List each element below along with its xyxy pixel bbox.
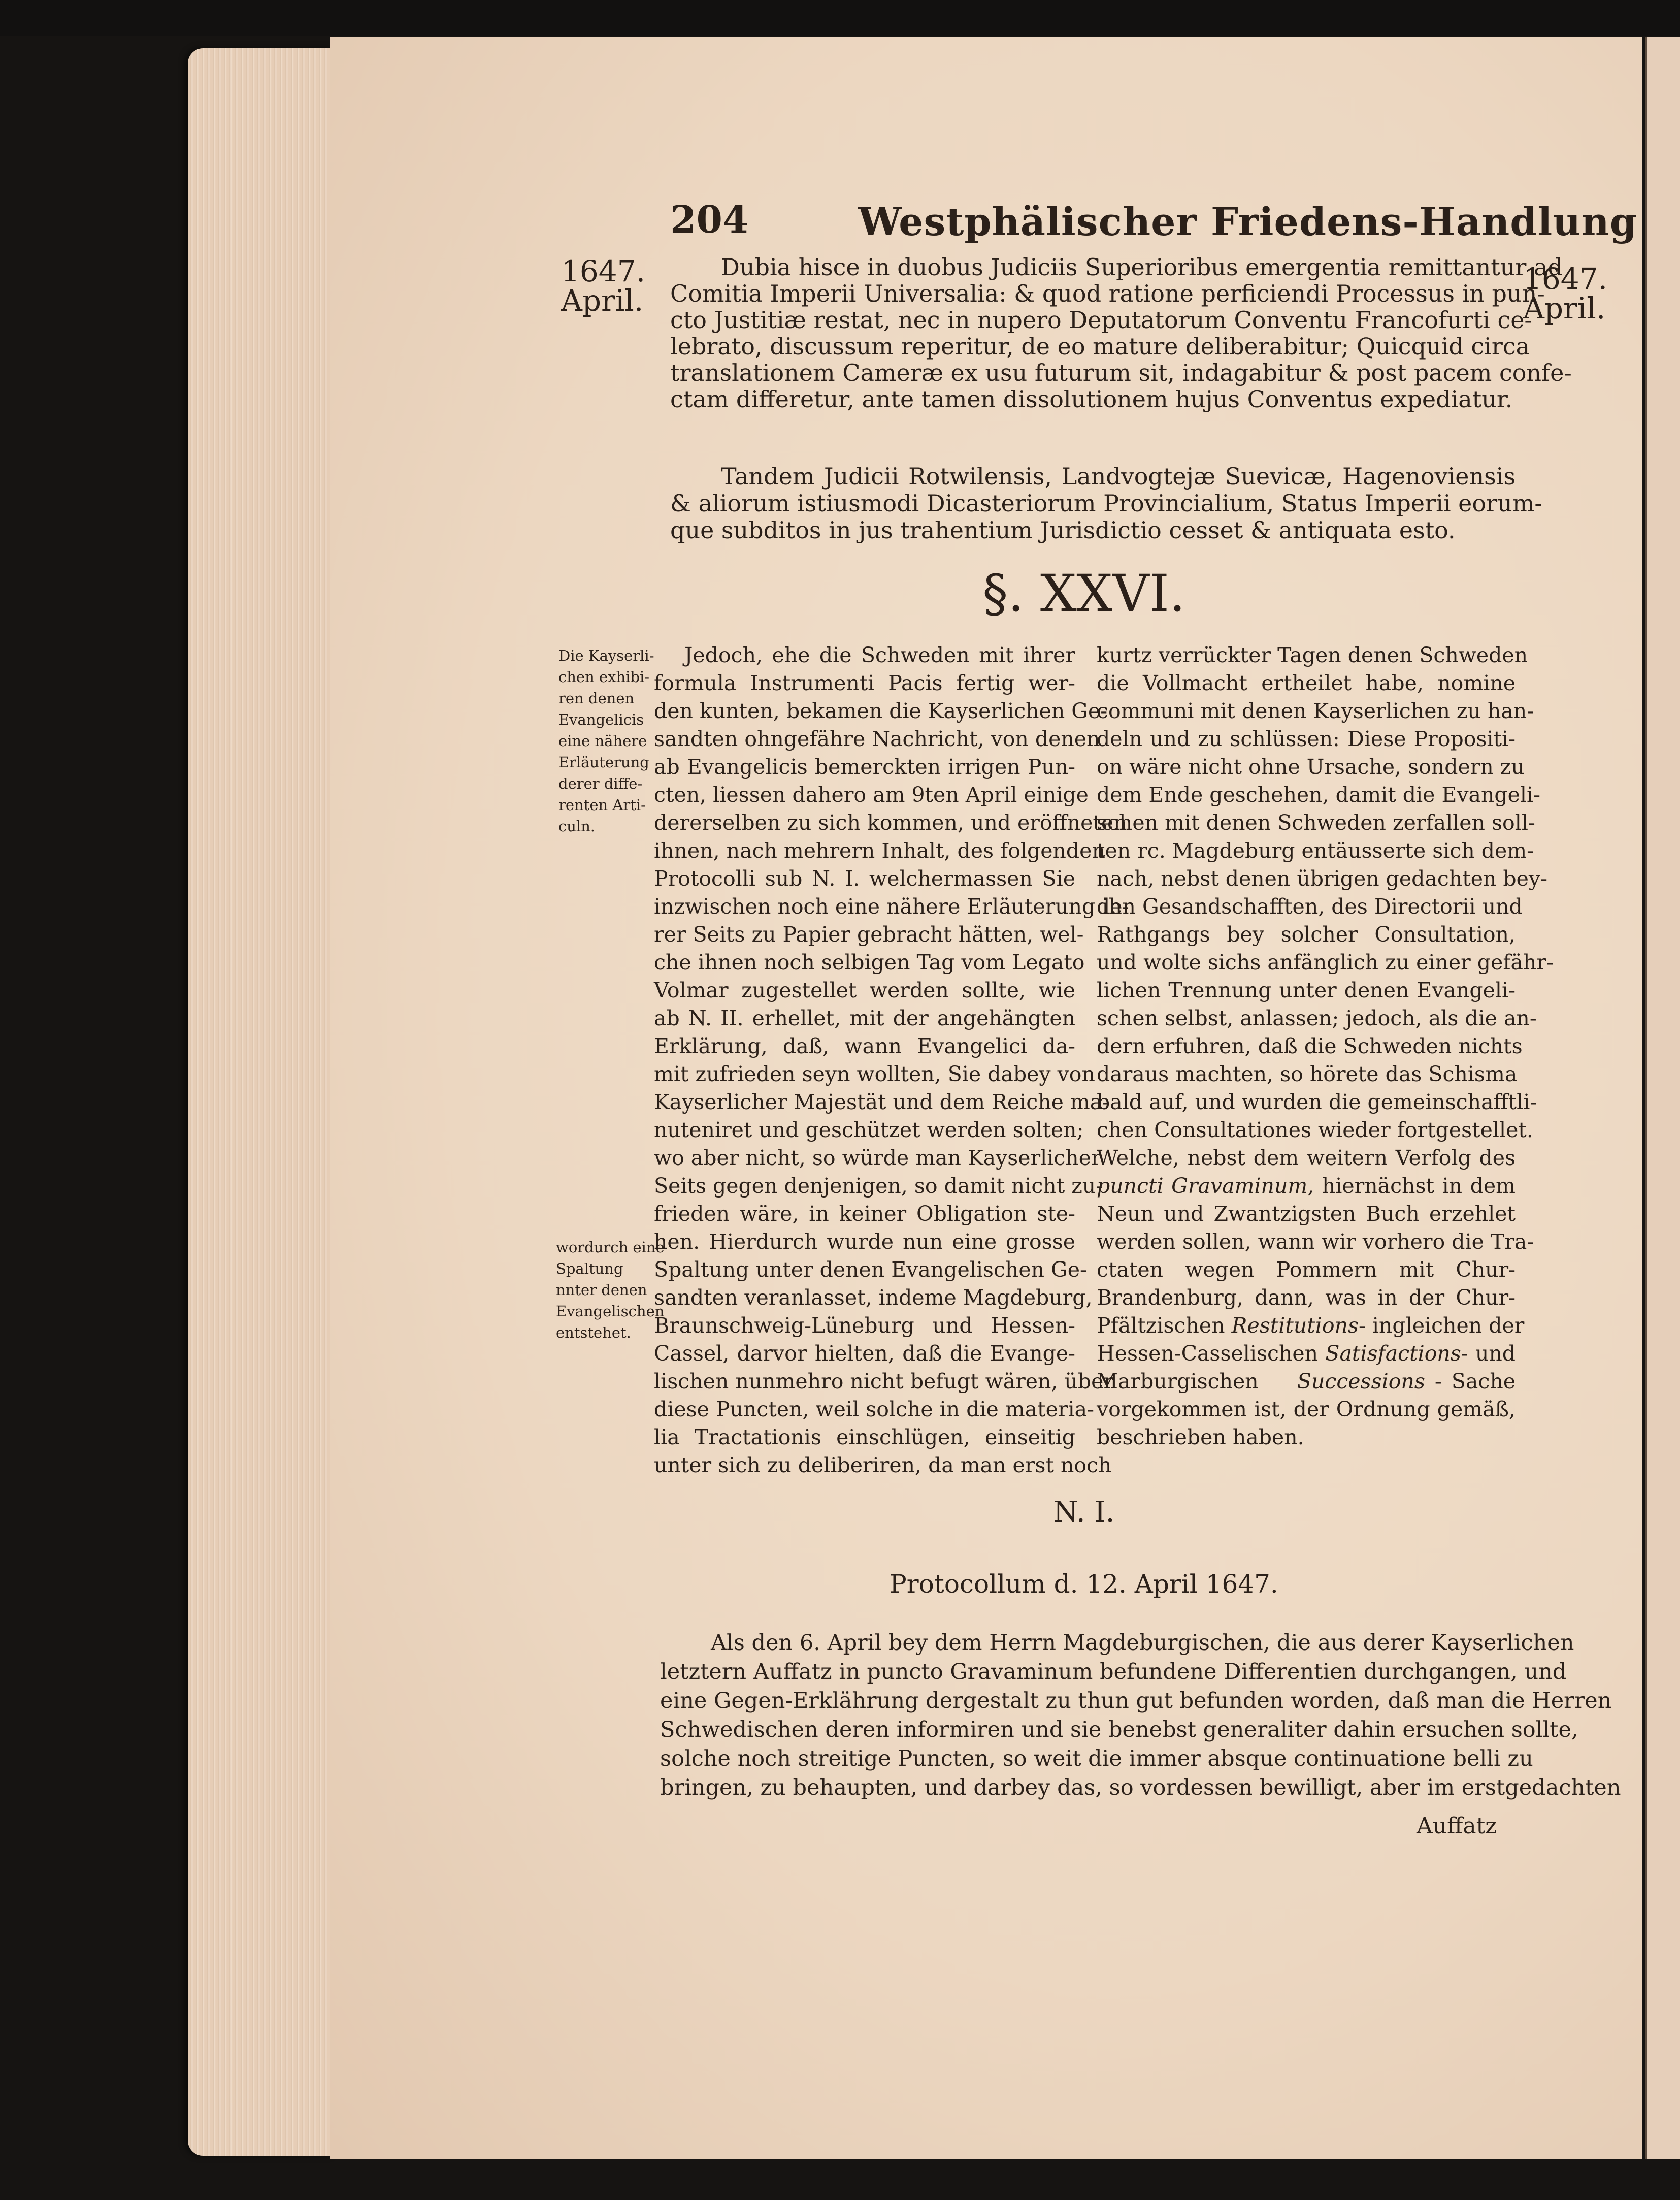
side-note-line: renten Arti- <box>558 796 646 814</box>
text-line: nuteniret und geschützet werden solten; <box>654 1118 1084 1142</box>
text-line: frieden wäre, in keiner Obligation ste- <box>654 1202 1075 1226</box>
text-line: den Gesandschafften, des Directorii und <box>1097 894 1523 919</box>
text-line: Welche, nebst dem weitern Verfolg des <box>1097 1146 1516 1170</box>
text-line: Jedoch, ehe die Schweden mit ihrer <box>684 643 1075 667</box>
text-line: Als den 6. April bey dem Herrn Magdeburgischen, die aus derer Kayserlichen <box>711 1630 1574 1656</box>
text-run: - und <box>1461 1341 1516 1366</box>
text-line: die Vollmacht ertheilet habe, nomine <box>1097 671 1516 695</box>
side-note-line: Die Kayserli- <box>558 647 654 664</box>
side-note-line: derer diffe- <box>558 775 643 792</box>
text-line: unter sich zu deliberiren, da man erst noch <box>654 1453 1112 1477</box>
text-line: formula Instrumenti Pacis fertig wer- <box>654 671 1075 695</box>
text-line: lichen Trennung unter denen Evangeli- <box>1097 978 1516 1002</box>
text-line: inzwischen noch eine nähere Erläuterung ih- <box>654 894 1129 919</box>
text-line: & aliorum istiusmodi Dicasteriorum Provincialium, Status Imperii eorum- <box>670 490 1542 517</box>
text-run: Pfältzischen <box>1097 1313 1232 1338</box>
page-edges <box>188 48 333 2156</box>
side-note-line: Evangelicis <box>558 711 644 728</box>
text-line: Dubia hisce in duobus Judiciis Superioribus emergentia remittantur ad <box>721 253 1563 281</box>
text-line: werden sollen, wann wir vorhero die Tra- <box>1097 1230 1534 1254</box>
text-line: daraus machten, so hörete das Schisma <box>1097 1062 1518 1086</box>
text-line: dern erfuhren, daß die Schweden nichts <box>1097 1034 1523 1058</box>
italic-term: puncti Gravaminum <box>1097 1174 1308 1198</box>
text-line: lischen nunmehro nicht befugt wären, über <box>654 1369 1114 1394</box>
text-line: dererselben zu sich kommen, und eröffneten <box>654 811 1127 835</box>
text-line: Spaltung unter denen Evangelischen Ge- <box>654 1257 1087 1282</box>
text-line: Volmar zugestellet werden sollte, wie <box>654 978 1075 1002</box>
text-line: bringen, zu behaupten, und darbey das, so vordessen bewilligt, aber im erstgedachten <box>660 1775 1621 1800</box>
text-line: Protocolli sub N. I. welchermassen Sie <box>654 866 1075 891</box>
text-line: mit zufrieden seyn wollten, Sie dabey von <box>654 1062 1095 1086</box>
text-line: Tandem Judicii Rotwilensis, Landvogtejæ Suevicæ, Hagenoviensis <box>721 463 1516 490</box>
text-line: Cassel, darvor hielten, daß die Evange- <box>654 1341 1075 1366</box>
text-run: Hessen-Casselischen <box>1097 1341 1326 1366</box>
text-line: lebrato, discussum reperitur, de eo mature deliberabitur; Quicquid circa <box>670 333 1530 360</box>
text-line: hen. Hierdurch wurde nun eine grosse <box>654 1230 1075 1254</box>
text-line: deln und zu schlüssen: Diese Propositi- <box>1097 727 1516 751</box>
running-title: Westphälischer Friedens-Handlung <box>858 199 1637 244</box>
text-line: kurtz verrückter Tagen denen Schweden <box>1097 643 1528 667</box>
text-line: schen selbst, anlassen; jedoch, als die an- <box>1097 1006 1537 1030</box>
text-line: ab Evangelicis bemerckten irrigen Pun- <box>654 755 1075 779</box>
text-run: Marburgischen <box>1097 1369 1297 1394</box>
text-line: lia Tractationis einschlügen, einseitig <box>654 1425 1075 1449</box>
side-note-line: culn. <box>558 818 596 835</box>
appendix-heading: N. I. <box>1053 1496 1115 1529</box>
side-note-line: eine nähere <box>558 732 647 750</box>
text-line: que subditos in jus trahentium Jurisdictio cesset & antiquata esto. <box>670 516 1456 544</box>
text-run: - Sache <box>1425 1369 1516 1394</box>
facing-page-edge <box>1645 37 1680 2159</box>
text-line <box>1097 1340 1516 1368</box>
text-line: Erklärung, daß, wann Evangelici da- <box>654 1034 1075 1058</box>
text-line: communi mit denen Kayserlichen zu han- <box>1097 699 1534 723</box>
text-line: sandten veranlasset, indeme Magdeburg, <box>654 1285 1093 1310</box>
side-note-line: Spaltung <box>556 1260 623 1277</box>
margin-date-left <box>561 254 646 318</box>
side-note-line: wordurch eine <box>556 1239 665 1256</box>
text-line: ctam differetur, ante tamen dissolutionem hujus Conventus expediatur. <box>670 385 1513 413</box>
text-line: bald auf, und wurden die gemeinschafftli- <box>1097 1090 1537 1114</box>
side-note-line: Erläuterung <box>558 754 649 771</box>
text-line: letztern Auffatz in puncto Gravaminum befundene Differentien durchgangen, und <box>660 1659 1567 1685</box>
text-line: Braunschweig-Lüneburg und Hessen- <box>654 1313 1075 1338</box>
text-line: ctaten wegen Pommern mit Chur- <box>1097 1257 1516 1282</box>
italic-term: Restitutions <box>1231 1313 1359 1338</box>
text-line: on wäre nicht ohne Ursache, sondern zu <box>1097 755 1525 779</box>
text-line: cten, liessen dahero am 9ten April einige <box>654 783 1089 807</box>
margin-year: 1647. <box>561 254 646 288</box>
text-run: - ingleichen der <box>1359 1313 1525 1338</box>
side-note-line: ren denen <box>558 690 635 707</box>
section-heading: §. XXVI. <box>982 564 1185 623</box>
text-line: Comitia Imperii Universalia: & quod ratione perficiendi Processus in pun- <box>670 280 1545 307</box>
margin-month: April. <box>1523 291 1606 326</box>
text-line: Kayserlicher Majestät und dem Reiche ma- <box>654 1090 1110 1114</box>
text-line: translationem Cameræ ex usu futurum sit, indagabitur & post pacem confe- <box>670 359 1572 386</box>
scan-background <box>0 0 1680 36</box>
italic-term: Satisfactions <box>1325 1341 1461 1366</box>
side-note-line: entstehet. <box>556 1324 631 1341</box>
catchword: Auffatz <box>1417 1813 1497 1839</box>
text-line: Schwedischen deren informiren und sie benebst generaliter dahin ersuchen sollte, <box>660 1717 1578 1742</box>
text-line: ab N. II. erhellet, mit der angehängten <box>654 1006 1075 1030</box>
text-line: den kunten, bekamen die Kayserlichen Ge- <box>654 699 1108 723</box>
text-line: che ihnen noch selbigen Tag vom Legato <box>654 950 1085 975</box>
text-line <box>1097 1368 1516 1396</box>
text-line: diese Puncten, weil solche in die materia- <box>654 1397 1094 1421</box>
text-line: Neun und Zwantzigsten Buch erzehlet <box>1097 1202 1516 1226</box>
text-line <box>1097 1312 1525 1340</box>
text-line: ten rc. Magdeburg entäusserte sich dem- <box>1097 838 1534 863</box>
text-line: ihnen, nach mehrern Inhalt, des folgenden <box>654 838 1105 863</box>
text-line: sandten ohngefähre Nachricht, von denen <box>654 727 1100 751</box>
text-line: Rathgangs bey solcher Consultation, <box>1097 922 1516 947</box>
margin-year: 1647. <box>1523 262 1608 296</box>
text-line: schen mit denen Schweden zerfallen soll- <box>1097 811 1535 835</box>
text-line: Brandenburg, dann, was in der Chur- <box>1097 1285 1516 1310</box>
text-line: dem Ende geschehen, damit die Evangeli- <box>1097 783 1540 807</box>
page-number: 204 <box>670 198 749 242</box>
text-line: wo aber nicht, so würde man Kayserlicher <box>654 1146 1101 1170</box>
text-line: chen Consultationes wieder fortgestellet. <box>1097 1118 1533 1142</box>
side-note-line: nnter denen <box>556 1281 647 1299</box>
text-run: , hiernächst in dem <box>1307 1174 1516 1198</box>
text-line: und wolte sichs anfänglich zu einer gefähr- <box>1097 950 1554 975</box>
margin-month: April. <box>561 283 644 318</box>
text-line: beschrieben haben. <box>1097 1425 1304 1449</box>
appendix-subheading: Protocollum d. 12. April 1647. <box>890 1569 1278 1599</box>
italic-term: Successions <box>1297 1369 1425 1394</box>
side-note-line: chen exhibi- <box>558 668 650 686</box>
text-line: rer Seits zu Papier gebracht hätten, wel- <box>654 922 1084 947</box>
text-line: nach, nebst denen übrigen gedachten bey- <box>1097 866 1547 891</box>
text-line: solche noch streitige Puncten, so weit die immer absque continuatione belli zu <box>660 1746 1533 1771</box>
text-line: eine Gegen-Erklährung dergestalt zu thun gut befunden worden, daß man die Herren <box>660 1688 1612 1713</box>
text-line: vorgekommen ist, der Ordnung gemäß, <box>1097 1397 1516 1421</box>
text-line <box>1097 1172 1516 1200</box>
text-line: Seits gegen denjenigen, so damit nicht zu- <box>654 1174 1103 1198</box>
text-line: cto Justitiæ restat, nec in nupero Deputatorum Conventu Francofurti ce- <box>670 306 1532 334</box>
side-note-line: Evangelischen <box>556 1303 665 1320</box>
